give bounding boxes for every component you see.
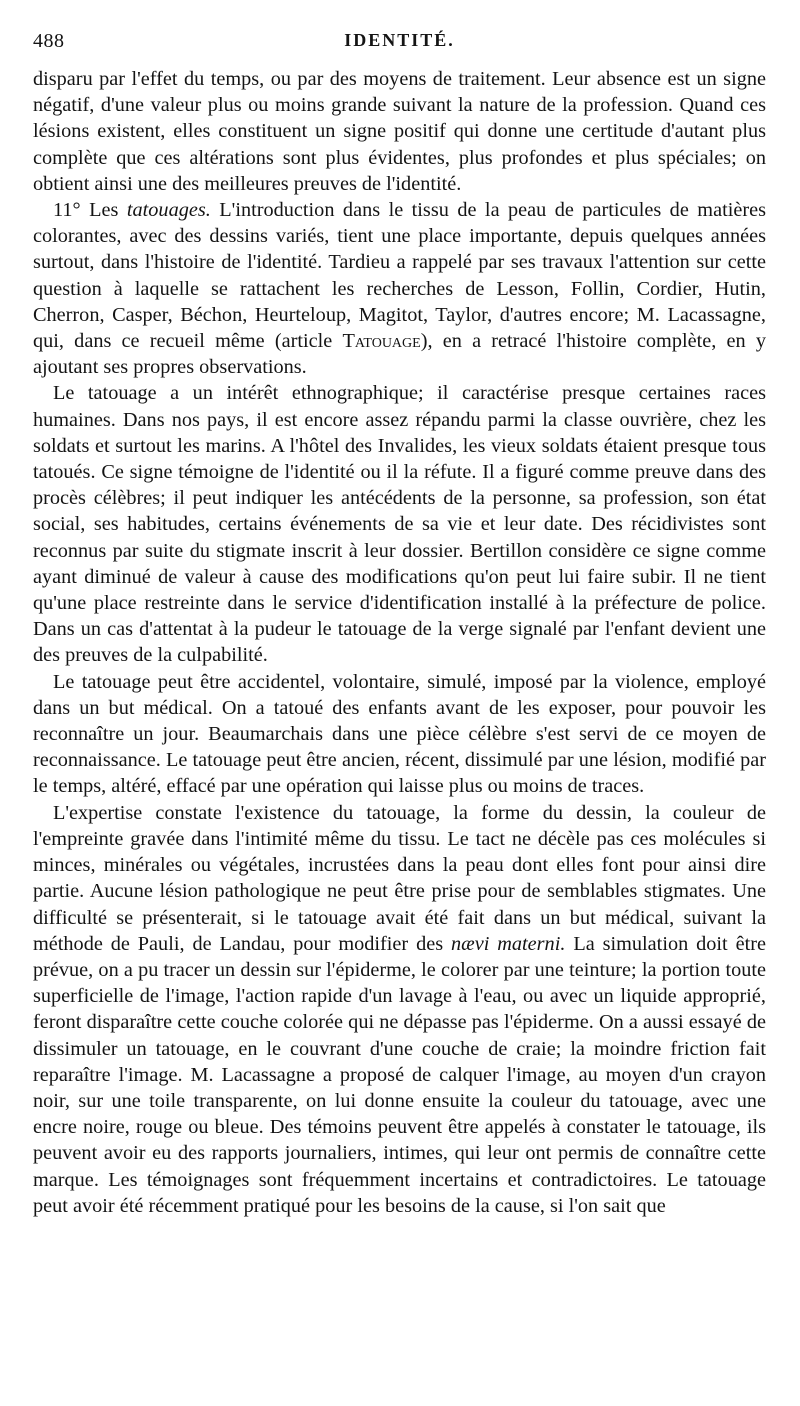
page-number: 488 xyxy=(33,30,65,52)
paragraph-tatouages xyxy=(33,197,766,380)
paragraph-text: La simulation doit être prévue, on a pu tracer un dessin sur l'épiderme, le colorer par une teinture; la portion toute superficielle de l'image, l'action rapide d'un lavage à l'eau, ou avec un liquide approprié, feront disparaître cette couche colorée qui ne dépasse pas l'épiderme. On a aussi essayé de dissimuler un tatouage, en le couvrant d'une couche de craie; la moindre friction fait reparaître l'image. M. Lacassagne a proposé de calquer l'image, au moyen d'un crayon noir, sur une toile transparente, on lui donne ensuite la couleur du tatouage, avec une encre noire, rouge ou bleue. Des témoins peuvent être appelés à constater le tatouage, ils peuvent avoir eu des rapports journaliers, intimes, qui leur ont permis de connaître cette marque. Les témoignages sont fréquemment incertains et contradictoires. Le tatouage peut avoir été récemment pratiqué pour les besoins de la cause, si l'on sait que xyxy=(33,932,766,1217)
paragraph-text: L'introduction dans le tissu de la peau de particules de matières colorantes, avec des dessins variés, tient une place importante, depuis quelques années surtout, dans l'histoire de l'identité. Tardieu a rappelé par ses travaux l'attention sur cette question à laquelle se rattachent les recherches de Lesson, Follin, Cordier, Hutin, Cherron, Casper, Béchon, Heurteloup, Magitot, Taylor, d'autres encore; M. Lacassagne, qui, dans ce recueil même (article xyxy=(33,199,766,353)
latin-term: nævi materni. xyxy=(451,932,566,955)
section-heading-italic: tatouages. xyxy=(126,199,211,222)
paragraph-types xyxy=(33,669,766,800)
running-head xyxy=(33,30,766,60)
paragraph-expertise xyxy=(33,800,766,1219)
paragraph-text: ), en a retracé l'histoire complète, en y ajoutant ses propres observations. xyxy=(33,330,766,379)
section-number: 11° xyxy=(53,199,81,222)
paragraph-continuation xyxy=(33,66,766,197)
paragraph-ethnographic xyxy=(33,380,766,668)
paragraph-text: Le tatouage a un intérêt ethnographique; il caractérise presque certaines races humaines. Dans nos pays, il est encore assez répandu parmi la classe ouvrière, chez les soldats et surtout les marins. A l'hôtel des Invalides, les vieux soldats étaient presque tous tatoués. Ce signe témoigne de l'identité ou il la réfute. Il a figuré comme preuve dans des procès célèbres; il peut indiquer les antécédents de la personne, sa profession, son état social, ses habitudes, certains événements de sa vie et leur date. Des récidivistes sont reconnus par suite du stigmate inscrit à leur dossier. Bertillon considère ce signe comme ayant diminué de valeur à cause des modifications qu'on peut lui faire subir. Il ne tient qu'une place restreinte dans le service d'identification installé à la préfecture de police. Dans un cas d'attentat à la pudeur le tatouage de la verge signalé par l'enfant devient une des preuves de la culpabilité. xyxy=(33,382,766,667)
body-text xyxy=(33,66,766,1219)
section-lead-prefix: Les xyxy=(89,199,119,222)
paragraph-text: L'expertise constate l'existence du tatouage, la forme du dessin, la couleur de l'empreinte gravée dans l'intimité même du tissu. Le tact ne décèle pas ces molécules si minces, minérales ou végétales, incrustées dans la peau dont elles font pour ainsi dire partie. Aucune lésion pathologique ne peut être prise pour de semblables stigmates. Une difficulté se présenterait, si le tatouage avait été fait dans un but médical, suivant la méthode de Pauli, de Landau, pour modifier des xyxy=(33,801,766,955)
running-title: IDENTITÉ. xyxy=(344,30,455,50)
paragraph-text: Le tatouage peut être accidentel, volontaire, simulé, imposé par la violence, employé dans un but médical. On a tatoué des enfants avant de les exposer, pour pouvoir les reconnaître un jour. Beaumarchais dans une pièce célèbre s'est servi de ce moyen de reconnaissance. Le tatouage peut être ancien, récent, dissimulé par une lésion, modifié par le temps, altéré, effacé par une opération qui laisse plus ou moins de traces. xyxy=(33,670,766,798)
book-page xyxy=(33,30,766,1390)
article-reference: Tatouage xyxy=(342,330,421,353)
paragraph-text: disparu par l'effet du temps, ou par des moyens de traitement. Leur absence est un signe négatif, d'une valeur plus ou moins grande suivant la nature de la profession. Quand ces lésions existent, elles constituent un signe positif qui donne une certitude d'autant plus complète que ces altérations sont plus évidentes, plus profondes et plus spéciales; on obtient ainsi une des meilleures preuves de l'identité. xyxy=(33,68,766,195)
